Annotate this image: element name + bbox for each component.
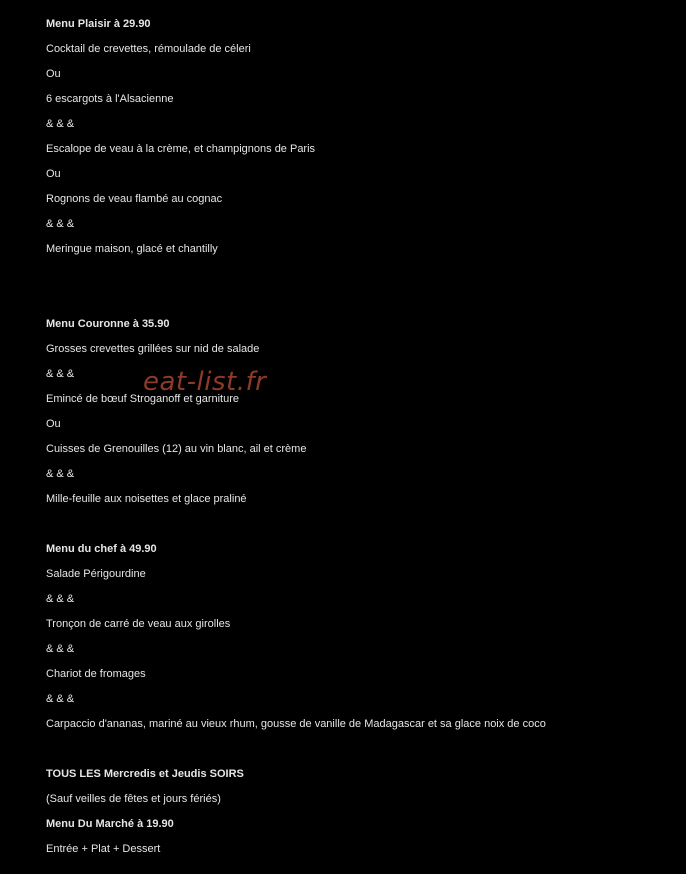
section-spacer — [46, 737, 666, 762]
menu-marche-section — [46, 762, 666, 862]
menu-marche-line: Entrée + Plat + Dessert — [46, 843, 161, 855]
menu-plaisir-line: Ou — [46, 168, 61, 180]
menu-couronne-section — [46, 312, 666, 512]
menu-couronne-line: Cuisses de Grenouilles (12) au vin blanc, ail et crème — [46, 443, 307, 455]
menu-couronne-title: Menu Couronne à 35.90 — [46, 318, 170, 330]
menu-chef-separator: & & & — [46, 693, 75, 705]
menu-marche-header: TOUS LES Mercredis et Jeudis SOIRS — [46, 768, 244, 780]
menu-plaisir-section — [46, 12, 666, 262]
menu-plaisir-line: Rognons de veau flambé au cognac — [46, 193, 223, 205]
menu-couronne-line: Grosses crevettes grillées sur nid de salade — [46, 343, 260, 355]
menu-plaisir-line: Ou — [46, 68, 61, 80]
menu-couronne-separator: & & & — [46, 468, 75, 480]
menu-chef-line: Chariot de fromages — [46, 668, 146, 680]
menu-plaisir-line: Escalope de veau à la crème, et champignons de Paris — [46, 143, 316, 155]
menu-couronne-separator: & & & — [46, 368, 75, 380]
menu-couronne-line: Emincé de bœuf Stroganoff et garniture — [46, 393, 240, 405]
menu-chef-separator: & & & — [46, 643, 75, 655]
menu-plaisir-line: Meringue maison, glacé et chantilly — [46, 243, 218, 255]
menu-chef-section — [46, 537, 666, 737]
menu-chef-line: Salade Périgourdine — [46, 568, 146, 580]
menu-plaisir-separator: & & & — [46, 118, 75, 130]
menu-couronne-line: Mille-feuille aux noisettes et glace praliné — [46, 493, 247, 505]
menu-chef-line: Tronçon de carré de veau aux girolles — [46, 618, 231, 630]
watermark-logo: eat-list.fr — [143, 367, 267, 397]
menu-plaisir-title: Menu Plaisir à 29.90 — [46, 18, 151, 30]
menu-chef-line: Carpaccio d'ananas, mariné au vieux rhum, gousse de vanille de Madagascar et sa glace noix de coco — [46, 718, 546, 730]
menu-plaisir-line: Cocktail de crevettes, rémoulade de céleri — [46, 43, 251, 55]
menu-plaisir-line: 6 escargots à l'Alsacienne — [46, 93, 174, 105]
section-spacer — [46, 512, 666, 537]
menu-marche-title: Menu Du Marché à 19.90 — [46, 818, 174, 830]
menu-chef-title: Menu du chef à 49.90 — [46, 543, 157, 555]
menu-page — [46, 12, 666, 862]
menu-plaisir-separator: & & & — [46, 218, 75, 230]
menu-marche-note: (Sauf veilles de fêtes et jours fériés) — [46, 793, 221, 805]
menu-chef-separator: & & & — [46, 593, 75, 605]
section-spacer — [46, 262, 666, 312]
menu-couronne-line: Ou — [46, 418, 61, 430]
